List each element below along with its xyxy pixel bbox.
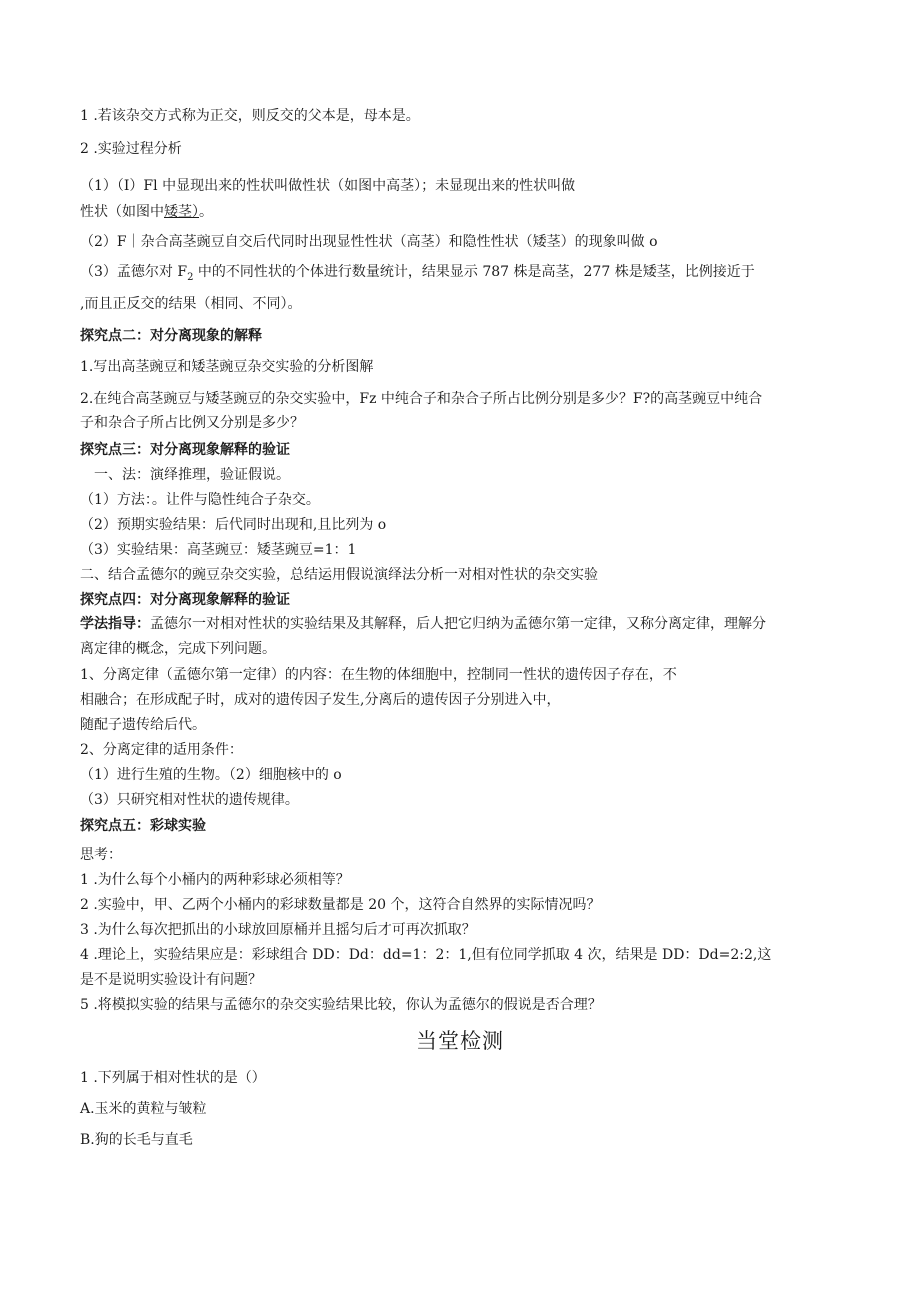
- text-line: 1 .下列属于相对性状的是（）: [80, 1070, 266, 1086]
- text-line: （1）进行生殖的生物。（2）细胞核中的 o: [80, 767, 342, 783]
- text-line: 3 .为什么每次把抓出的小球放回原桶并且摇匀后才可再次抓取？: [80, 922, 476, 938]
- text-line: 离定律的概念，完成下列问题。: [80, 641, 276, 657]
- text-span: 。: [199, 204, 213, 220]
- text-line: 1、分离定律（孟德尔第一定律）的内容：在生物的体细胞中，控制同一性状的遗传因子存在，不: [80, 667, 677, 683]
- section-heading: 探究点三：对分离现象解释的验证: [80, 442, 290, 458]
- section-heading: 探究点四：对分离现象解释的验证: [80, 592, 290, 608]
- text-line: （1）方法：。让件与隐性纯合子杂交。: [80, 492, 320, 508]
- text-line: （2）F｜杂合高茎豌豆自交后代同时出现显性性状（高茎）和隐性性状（矮茎）的现象叫做 o: [80, 234, 658, 250]
- text-line: B.狗的长毛与直毛: [80, 1132, 193, 1148]
- label-guide: 学法指导：: [80, 616, 150, 632]
- text-span: 中的不同性状的个体进行数量统计，结果显示 787 株是高茎，277 株是矮茎，比例接近于: [193, 264, 755, 280]
- text-line: A.玉米的黄粒与皱粒: [80, 1101, 207, 1117]
- text-line: （1）（I）Fl 中显现出来的性状叫做性状（如图中高茎）；未显现出来的性状叫做: [80, 178, 576, 194]
- text-line: 相融合；在形成配子时，成对的遗传因子发生,分离后的遗传因子分别进入中，: [80, 692, 561, 708]
- text-line: 2.在纯合高茎豌豆与矮茎豌豆的杂交实验中，Fz 中纯合子和杂合子所占比例分别是多少？F?的高茎豌豆中纯合: [80, 391, 763, 407]
- page-title: 当堂检测: [416, 1029, 504, 1053]
- text-line: （3）实验结果：高茎豌豆：矮茎豌豆=1：1: [80, 542, 357, 558]
- text-line: ,而且正反交的结果（相同、不同）。: [80, 296, 302, 312]
- subscript: 2: [187, 271, 194, 283]
- text-span: 孟德尔一对相对性状的实验结果及其解释，后人把它归纳为孟德尔第一定律，又称分离定律，理解分: [150, 616, 766, 632]
- text-line: 随配子遗传给后代。: [80, 717, 206, 733]
- text-line: 1.写出高茎豌豆和矮茎豌豆杂交实验的分析图解: [80, 359, 374, 375]
- text-line: （2）预期实验结果：后代同时出现和,且比列为 o: [80, 517, 387, 533]
- text-line: 5 .将模拟实验的结果与孟德尔的杂交实验结果比较，你认为孟德尔的假说是否合理？: [80, 997, 602, 1013]
- text-span: 性状（如图中: [80, 204, 164, 220]
- text-line: [80, 614, 766, 634]
- text-span: （3）孟德尔对 F: [80, 264, 188, 280]
- text-line: 一、法：演绎推理，验证假说。: [94, 467, 290, 483]
- text-line: 1 .为什么每个小桶内的两种彩球必须相等？: [80, 872, 350, 888]
- text-line: 子和杂合子所占比例又分别是多少？: [80, 415, 304, 431]
- section-heading: 探究点五：彩球实验: [80, 818, 206, 834]
- text-line: 4 .理论上，实验结果应是：彩球组合 DD：Dd：dd=1：2：1,但有位同学抓取 4 次，结果是 DD：Dd=2:2,这: [80, 947, 772, 963]
- section-heading: 探究点二：对分离现象的解释: [80, 328, 262, 344]
- text-line: 2 .实验中，甲、乙两个小桶内的彩球数量都是 20 个，这符合自然界的实际情况吗？: [80, 897, 601, 913]
- text-line: （3）只研究相对性状的遗传规律。: [80, 792, 299, 808]
- underlined-span: 矮茎）: [164, 204, 199, 220]
- text-line: 2 .实验过程分析: [80, 141, 182, 157]
- text-line: 思考：: [80, 847, 122, 863]
- text-line: [80, 202, 213, 222]
- text-line: 2、分离定律的适用条件：: [80, 742, 243, 758]
- text-line: [80, 262, 755, 288]
- text-line: 1 .若该杂交方式称为正交，则反交的父本是，母本是。: [80, 108, 420, 124]
- text-line: 是不是说明实验设计有问题？: [80, 972, 262, 988]
- text-line: 二、结合孟德尔的豌豆杂交实验，总结运用假说演绎法分析一对相对性状的杂交实验: [80, 567, 598, 583]
